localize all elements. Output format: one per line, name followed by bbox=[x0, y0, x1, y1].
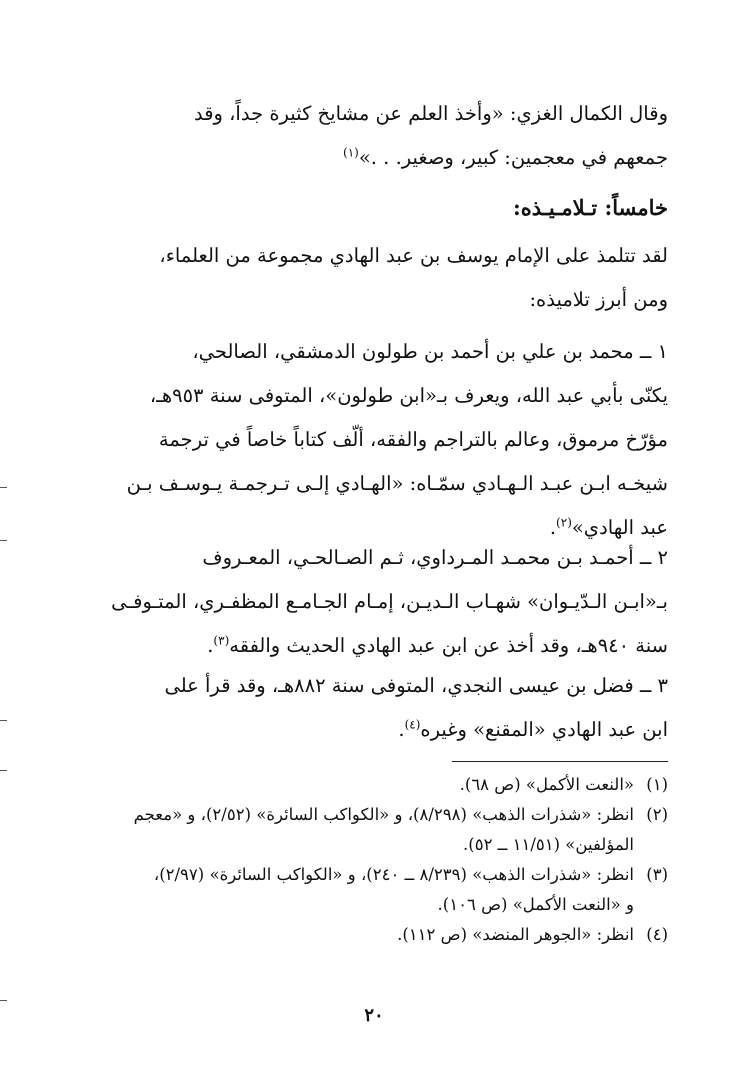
quote-paragraph bbox=[85, 92, 668, 180]
scan-edge-mark bbox=[0, 487, 7, 488]
student-2-paragraph bbox=[85, 536, 668, 668]
text-line: مؤرّخ مرموق، وعالم بالتراجم والفقه، ألّف كتاباً خاصاً في ترجمة bbox=[158, 428, 668, 451]
footnote-item bbox=[85, 800, 668, 860]
student-3-paragraph bbox=[85, 664, 668, 752]
text-line: يكنّى بأبي عبد الله، ويعرف بـ«ابن طولون»، المتوفى سنة ٩٥٣هـ، bbox=[149, 384, 668, 407]
footnote-divider bbox=[452, 761, 668, 762]
text-line: وقال الكمال الغزي: «وأخذ العلم عن مشايخ كثيرة جداً، وقد bbox=[193, 102, 668, 125]
text-line: ٣ ــ فضل بن عيسى النجدي، المتوفى سنة ٨٨٢هـ، وقد قرأ على bbox=[164, 674, 668, 697]
text-line: ابن عبد الهادي «المقنع» وغيره$^{(٤)}$. bbox=[398, 717, 668, 741]
page-number: ٢٠ bbox=[364, 1005, 384, 1026]
text-line: لقد تتلمذ على الإمام يوسف بن عبد الهادي مجموعة من العلماء، bbox=[159, 244, 668, 267]
footnotes bbox=[85, 770, 668, 950]
footnote-ref[interactable]: (١) bbox=[343, 145, 359, 160]
footnote-number: (٢) bbox=[646, 805, 668, 824]
footnote-text: المؤلفين» (١١/٥١ ــ ٥٢). bbox=[463, 835, 634, 854]
footnote-text: و «النعت الأكمل» (ص ١٠٦). bbox=[437, 895, 634, 914]
scan-edge-mark bbox=[0, 1000, 7, 1001]
footnote-ref[interactable]: (٤) bbox=[404, 717, 421, 732]
text-line: ومن أبرز تلاميذه: bbox=[529, 288, 668, 311]
text-line: ١ ــ محمد بن علي بن أحمد بن طولون الدمشقي، الصالحي، bbox=[192, 340, 668, 363]
footnote-ref[interactable]: (٣) bbox=[213, 633, 230, 648]
section-heading bbox=[85, 186, 668, 230]
student-1-paragraph bbox=[85, 330, 668, 550]
text-line: ٢ ــ أحمـد بـن محمـد المـرداوي، ثـم الصـالحـي، المعـروف bbox=[202, 546, 668, 569]
text-line: بـ«ابـن الـدّيـوان» شهـاب الـديـن، إمـام الجـامـع المظفـري، المتـوفـى bbox=[111, 590, 668, 613]
footnote-text: انظر: «شذرات الذهب» (٨/٢٩٨)، و «الكواكب السائرة» (٢/٥٢)، و «معجم bbox=[133, 805, 634, 824]
text-line: شيخـه ابـن عبـد الـهـادي سمّـاه: «الهـادي إلـى تـرجمـة يـوسـف بـن bbox=[126, 472, 668, 495]
footnote-text: انظر: «الجوهر المنضد» (ص ١١٢). bbox=[397, 925, 634, 944]
footnote-ref[interactable]: (٢) bbox=[556, 515, 572, 530]
scan-edge-mark bbox=[0, 720, 7, 721]
text-line: جمعهم في معجمين: كبير، وصغير. . .»$^{(١)}$ bbox=[343, 145, 668, 169]
footnote-text: «النعت الأكمل» (ص ٦٨). bbox=[459, 775, 634, 794]
footnote-item bbox=[85, 860, 668, 920]
scan-edge-mark bbox=[0, 540, 7, 541]
text-line: سنة ٩٤٠هـ، وقد أخذ عن ابن عبد الهادي الحديث والفقه$^{(٣)}$. bbox=[207, 633, 668, 657]
scan-edge-mark bbox=[0, 770, 7, 771]
footnote-number: (٤) bbox=[646, 925, 668, 944]
heading-text: خامساً: تـلامـيـذه: bbox=[512, 195, 668, 220]
intro-paragraph bbox=[85, 234, 668, 322]
text-line: عبد الهادي»$^{(٢)}$. bbox=[549, 515, 668, 539]
footnote-item bbox=[85, 920, 668, 950]
footnote-number: (٣) bbox=[646, 865, 668, 884]
footnote-text: انظر: «شذرات الذهب» (٨/٢٣٩ ــ ٢٤٠)، و «الكواكب السائرة» (٢/٩٧)، bbox=[153, 865, 634, 884]
footnote-number: (١) bbox=[646, 775, 668, 794]
footnote-item bbox=[85, 770, 668, 800]
